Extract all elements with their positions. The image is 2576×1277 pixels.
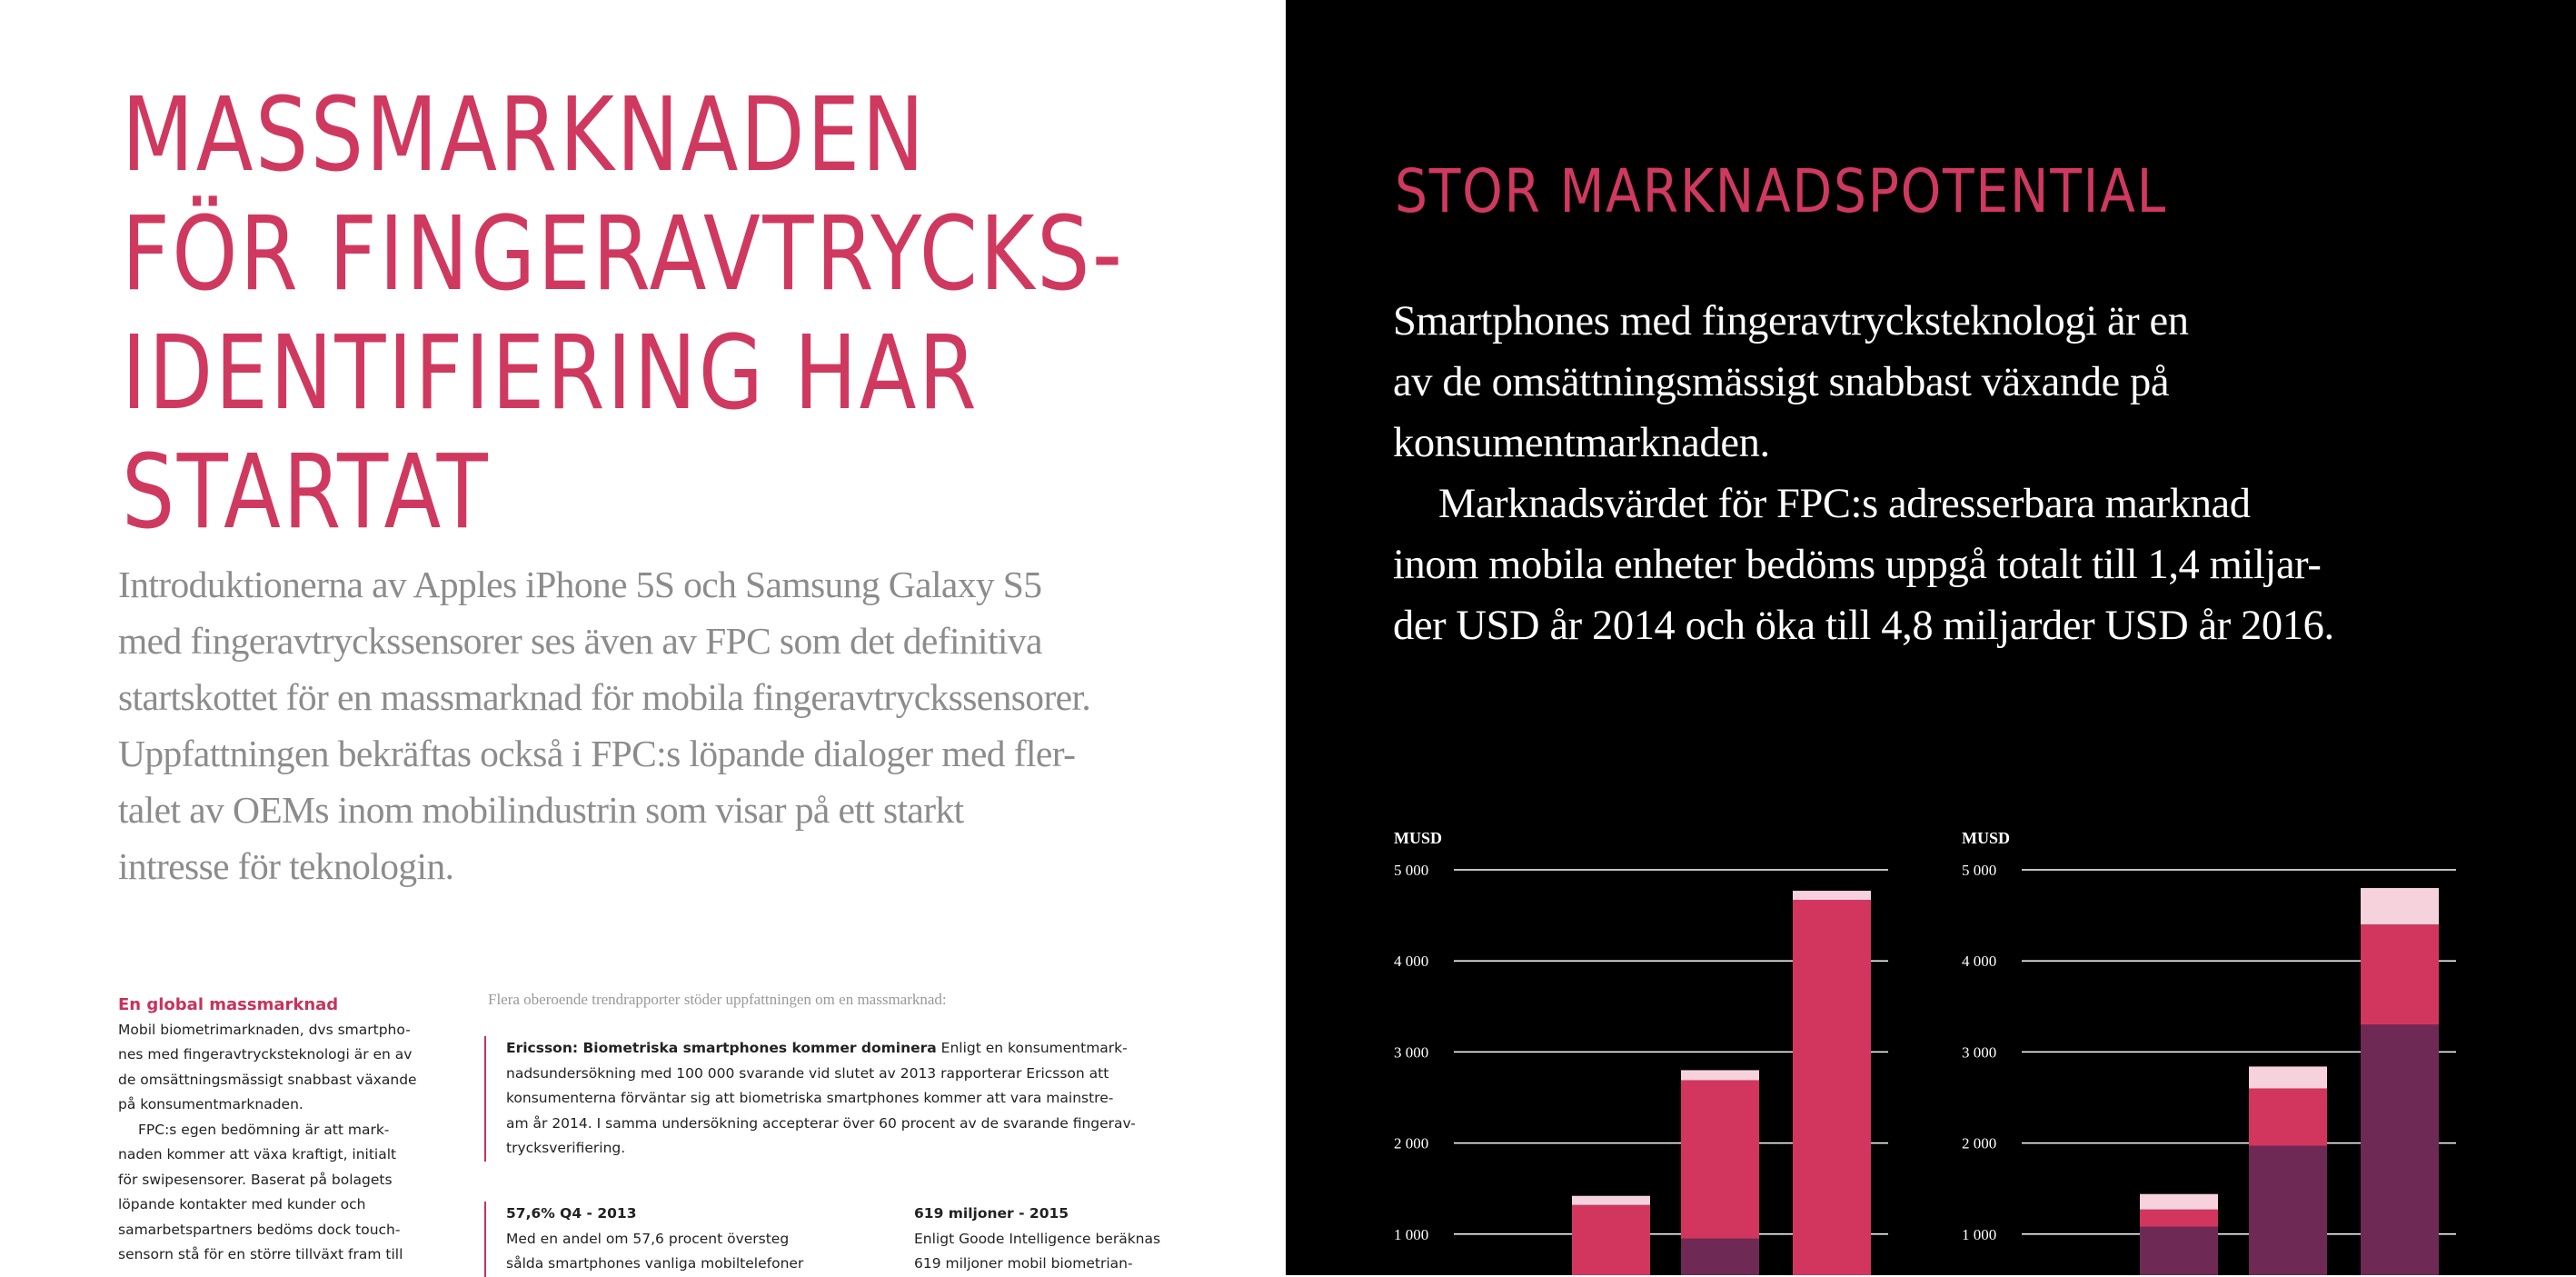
y-tick-label: 2 000 (1394, 1134, 1429, 1152)
headline (122, 76, 1125, 553)
box-line: 619 miljoner mobil biometrian- (914, 1255, 1133, 1272)
lead-line: med fingeravtryckssensorer ses även av FPC som det definitiva (118, 620, 1042, 662)
y-tick-label: 4 000 (1394, 953, 1429, 971)
left-page (0, 0, 1286, 1275)
bar-segment-2014-low (2140, 1227, 2218, 1275)
biometric-apps-box (894, 1202, 1241, 1277)
quote-line: konsumenterna förväntar sig att biometriska smartphones kommer att vara mainstre- (506, 1090, 1114, 1106)
box-line: sålda smartphones vanliga mobiltelefoner (506, 1255, 804, 1272)
y-axis-unit-label: MUSD (1962, 829, 2010, 847)
quote-line: am år 2014. I samma undersökning accepterar över 60 procent av de svarande fingerav- (506, 1114, 1136, 1132)
market-potential-title: STOR MARKNADSPOTENTIAL (1395, 156, 2167, 226)
bar-segment-2014-mid (2140, 1210, 2218, 1227)
y-tick-label: 3 000 (1962, 1043, 1997, 1062)
bar-segment-2016-low (2361, 1024, 2439, 1275)
market-potential-text (1393, 291, 2334, 656)
column-line: naden kommer att växa kraftigt, initialt (118, 1146, 397, 1162)
bar-segment-2015-top (2249, 1066, 2327, 1088)
quote-first-rest: Enligt en konsumentmark- (936, 1040, 1128, 1056)
lead-line: startskottet för en massmarknad för mobila fingeravtryckssensorer. (118, 676, 1091, 718)
bar-segment-2015-low (2249, 1146, 2327, 1275)
headline-line: FÖR FINGERAVTRYCKS- (122, 195, 1125, 314)
column-line: sensorn stå för en större tillväxt fram till (118, 1246, 403, 1262)
column-line: de omsättningsmässigt snabbast växande (118, 1071, 417, 1088)
market-value-chart-1 (1390, 818, 1899, 1275)
column-line: löpande kontakter med kunder och (118, 1196, 366, 1212)
bar-segment-2016-mid (1793, 900, 1871, 1275)
bar-segment-2016-mid (2361, 924, 2439, 1024)
lead-line: talet av OEMs inom mobilindustrin som visar på ett starkt (118, 789, 964, 831)
bar-segment-2014-top (1572, 1196, 1650, 1205)
quote-line: trycksverifiering. (506, 1140, 626, 1156)
y-axis-unit-label: MUSD (1394, 829, 1442, 847)
quote-first-line (506, 1036, 1215, 1062)
global-mass-market-column (118, 993, 454, 1268)
ericsson-quote (484, 1036, 1215, 1162)
y-tick-label: 4 000 (1962, 953, 1997, 971)
market-value-chart-2 (1958, 818, 2467, 1275)
headline-line: STARTAT (122, 434, 491, 552)
box-title: 57,6% Q4 - 2013 (506, 1205, 637, 1222)
bar-segment-2015-mid (2249, 1088, 2327, 1145)
bar-segment-2014-mid (1572, 1205, 1650, 1275)
text-line: av de omsättningsmässigt snabbast växande på (1393, 359, 2170, 405)
bar-segment-2015-low (1681, 1239, 1759, 1275)
bar-segment-2014-top (2140, 1194, 2218, 1210)
column-line: FPC:s egen bedömning är att mark- (138, 1121, 390, 1138)
column-line: på konsumentmarknaden. (118, 1096, 303, 1112)
bar-segment-2015-mid (1681, 1080, 1759, 1238)
y-tick-label: 3 000 (1394, 1043, 1429, 1062)
text-line: der USD år 2014 och öka till 4,8 miljarder USD år 2016. (1393, 603, 2334, 649)
text-line: inom mobila enheter bedöms uppgå totalt till 1,4 miljar- (1393, 542, 2322, 588)
bar-segment-2016-top (2361, 888, 2439, 924)
text-line: Smartphones med fingeravtrycksteknologi är en (1393, 298, 2189, 344)
y-tick-label: 1 000 (1962, 1225, 1997, 1243)
column-line: samarbetspartners bedöms dock touch- (118, 1221, 401, 1238)
lead-line: intresse för teknologin. (118, 845, 454, 887)
bar-segment-2015-top (1681, 1070, 1759, 1080)
quote-line: nadsundersökning med 100 000 svarande vid slutet av 2013 rapporterar Ericsson att (506, 1064, 1109, 1082)
column-line: nes med fingeravtrycksteknologi är en av (118, 1046, 413, 1063)
text-line: Marknadsvärdet för FPC:s adresserbara marknad (1438, 481, 2251, 527)
y-tick-label: 5 000 (1962, 862, 1997, 879)
lead-line: Uppfattningen bekräftas också i FPC:s löpande dialoger med fler- (118, 733, 1076, 774)
y-tick-label: 5 000 (1394, 862, 1429, 879)
y-tick-label: 2 000 (1962, 1134, 1997, 1152)
y-tick-label: 1 000 (1394, 1225, 1429, 1243)
smartphone-share-box (484, 1202, 833, 1277)
text-line: konsumentmarknaden. (1393, 420, 1770, 466)
box-line: Enligt Goode Intelligence beräknas (914, 1230, 1161, 1247)
column-line: Mobil biometrimarknaden, dvs smartpho- (118, 1021, 411, 1038)
lead-line: Introduktionerna av Apples iPhone 5S och Samsung Galaxy S5 (118, 564, 1042, 605)
lead-paragraph (118, 556, 1181, 894)
box-line: Med en andel om 57,6 procent översteg (506, 1230, 790, 1247)
box-title: 619 miljoner - 2015 (914, 1205, 1069, 1222)
bar-segment-2016-top (1793, 891, 1871, 900)
headline-line: MASSMARKNADEN (122, 76, 927, 195)
quote-title: Ericsson: Biometriska smartphones kommer dominera (506, 1040, 937, 1056)
column-line: för swipesensorer. Baserat på bolagets (118, 1171, 393, 1188)
headline-line: IDENTIFIERING HAR (122, 314, 980, 433)
column-heading: En global massmarknad (118, 995, 339, 1014)
trend-reports-intro: Flera oberoende trendrapporter stöder uppfattningen om en massmarknad: (488, 991, 947, 1008)
